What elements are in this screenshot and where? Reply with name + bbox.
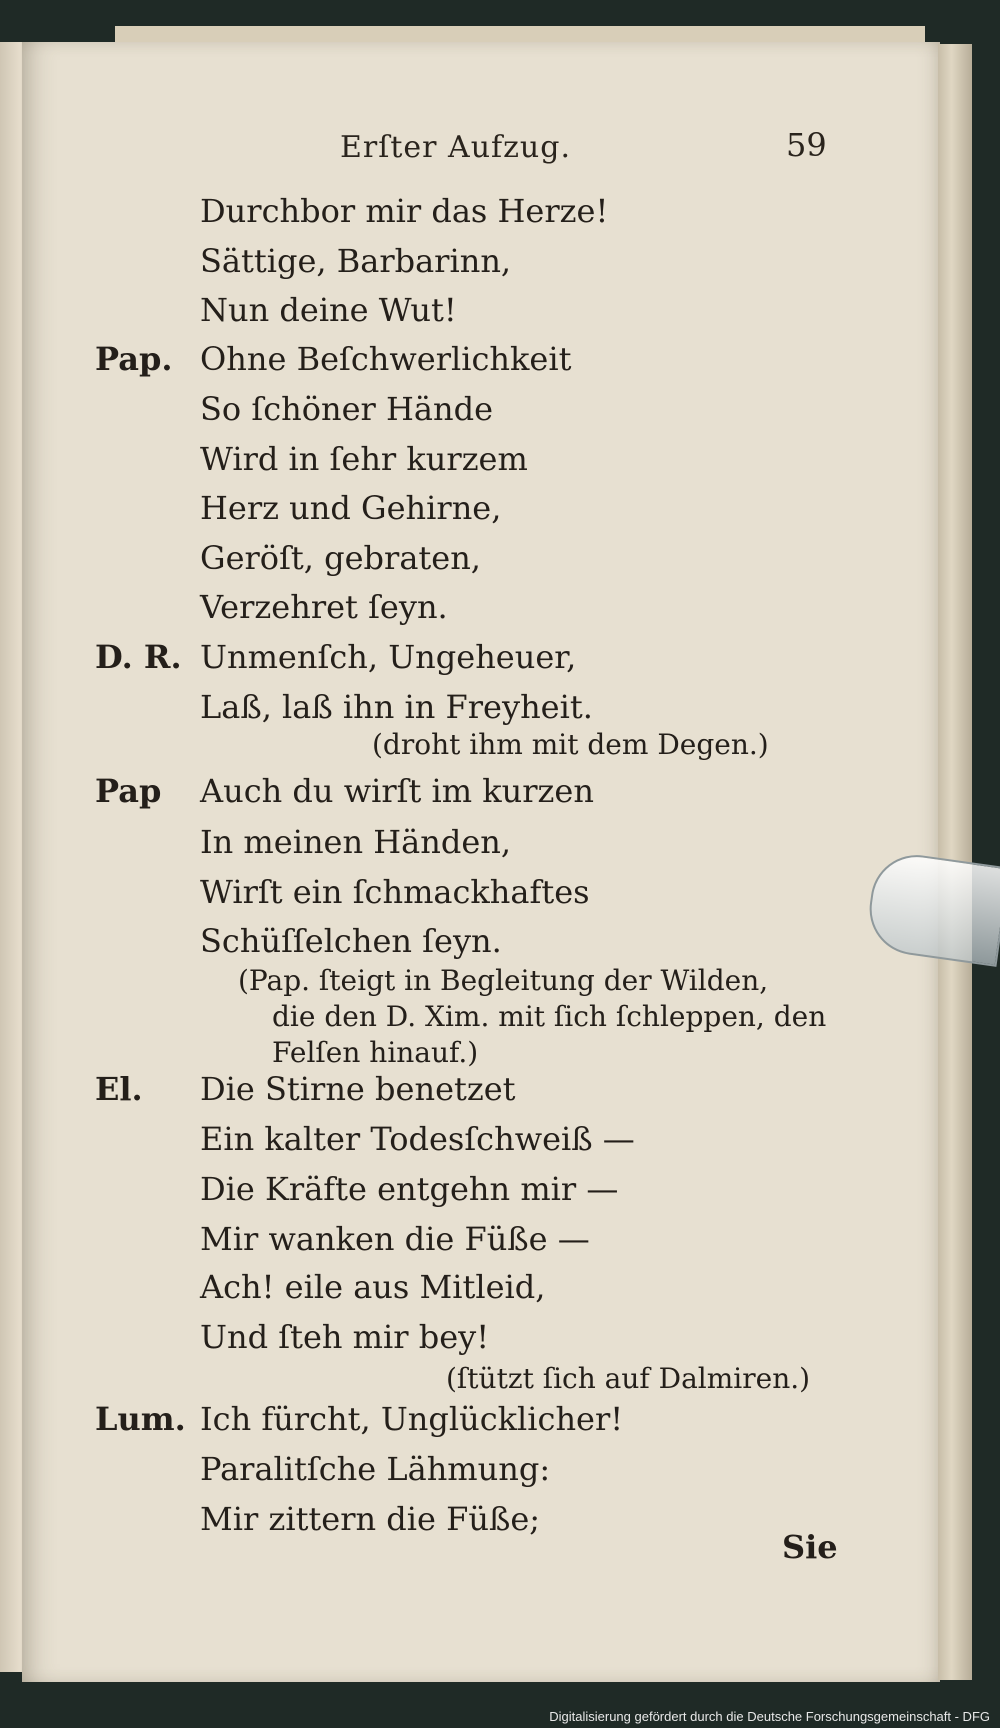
digitization-footer: Digitalisierung gefördert durch die Deutsche Forschungsgemeinschaft - DFG [549, 1709, 990, 1724]
stage-direction: die den D. Xim. mit ſich ſchleppen, den [272, 1000, 827, 1033]
running-title: Erſter Aufzug. [340, 130, 571, 165]
speaker-label: El. [95, 1070, 143, 1108]
page-number: 59 [786, 126, 827, 164]
stage-direction: (ſtützt ſich auf Dalmiren.) [446, 1362, 811, 1395]
verse-line: Die Kräfte entgehn mir — [200, 1170, 619, 1208]
verse-line: Laß, laß ihn in Freyheit. [200, 688, 593, 726]
catchword: Sie [782, 1528, 838, 1566]
speaker-label: Pap [95, 772, 162, 810]
verse-line: Unmenſch, Ungeheuer, [200, 638, 577, 676]
verse-line: Paralitſche Lähmung: [200, 1450, 551, 1488]
verse-line: Durchbor mir das Herze! [200, 192, 609, 230]
verse-line: Die Stirne benetzet [200, 1070, 516, 1108]
verse-line: In meinen Händen, [200, 823, 512, 861]
verse-line: Wird in ſehr kurzem [200, 440, 528, 478]
speaker-label: Lum. [95, 1400, 186, 1438]
stage-direction: (Pap. ſteigt in Begleitung der Wilden, [238, 964, 769, 997]
verse-line: Und ſteh mir bey! [200, 1318, 490, 1356]
verse-line: Verzehret ſeyn. [200, 588, 448, 626]
stage-direction: Felſen hinauf.) [272, 1036, 479, 1069]
verse-line: So ſchöner Hände [200, 390, 494, 428]
verse-line: Mir wanken die Füße — [200, 1220, 590, 1258]
stage-direction: (droht ihm mit dem Degen.) [372, 728, 769, 761]
verse-line: Nun deine Wut! [200, 291, 457, 329]
verse-line: Sättige, Barbarinn, [200, 242, 512, 280]
verse-line: Ich fürcht, Unglücklicher! [200, 1400, 624, 1438]
verse-line: Ein kalter Todesſchweiß — [200, 1120, 635, 1158]
verse-line: Mir zittern die Füße; [200, 1500, 541, 1538]
verse-line: Schüſſelchen ſeyn. [200, 922, 502, 960]
verse-line: Geröſt, gebraten, [200, 539, 481, 577]
verse-line: Auch du wirſt im kurzen [200, 772, 594, 810]
verse-line: Ohne Beſchwerlichkeit [200, 340, 572, 378]
speaker-label: D. R. [95, 638, 182, 676]
speaker-label: Pap. [95, 340, 173, 378]
verse-line: Herz und Gehirne, [200, 489, 502, 527]
verse-line: Ach! eile aus Mitleid, [200, 1268, 546, 1306]
verse-line: Wirſt ein ſchmackhaftes [200, 873, 590, 911]
